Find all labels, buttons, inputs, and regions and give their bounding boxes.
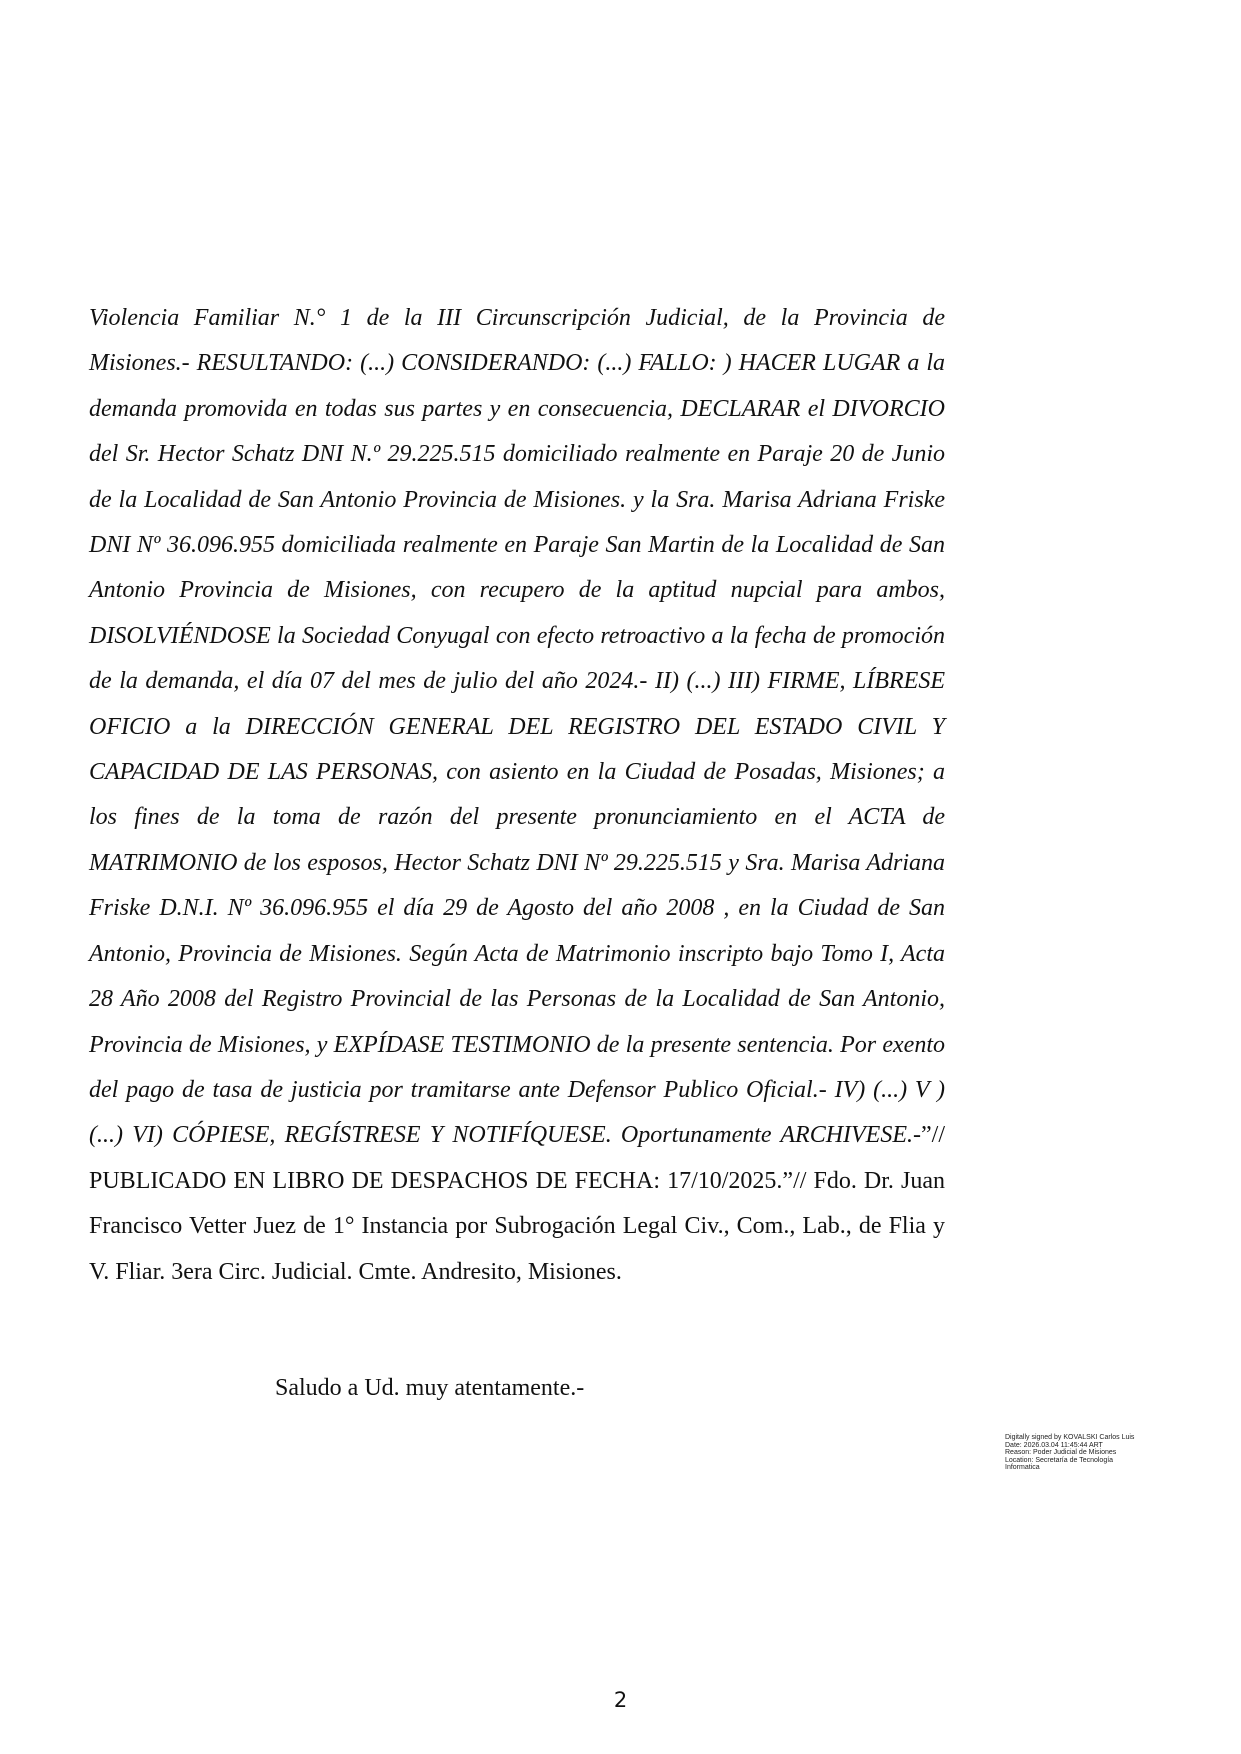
signature-reason-line: Reason: Poder Judicial de Misiones (1005, 1449, 1117, 1457)
digital-signature-stamp (1005, 1434, 1180, 1472)
page-number: 2 (613, 1688, 628, 1712)
publication-and-signatory-text: ”// PUBLICADO EN LIBRO DE DESPACHOS DE FECHA: 17/10/2025.”// Fdo. Dr. Juan Francisco Vetter Juez de 1° Instancia por Subrogación Legal Civ., Com., Lab., de Flia y V. Fliar. 3era Circ. Judicial. Cmte. Andresito, Misiones. (89, 1122, 945, 1285)
signature-location-line-cont: Informatica (1005, 1464, 1040, 1472)
closing-salutation: Saludo a Ud. muy atentamente.- (275, 1375, 585, 1401)
signature-signer-line: Digitally signed by KOVALSKI Carlos Luis (1005, 1434, 1135, 1441)
signature-location-line: Location: Secretaría de Tecnología (1005, 1456, 1114, 1464)
document-body-paragraph (89, 296, 945, 1295)
sentence-quote-text: Violencia Familiar N.° 1 de la III Circunscripción Judicial, de la Provincia de Misiones.- RESULTANDO: (...) CONSIDERANDO: (...) FALLO: ) HACER LUGAR a la demanda promovida en todas sus partes y en consecuencia, DECLARAR el DIVORCIO del Sr. Hector Schatz DNI N.º 29.225.515 domiciliado realmente en Paraje 20 de Junio de la Localidad de San Antonio Provincia de Misiones. y la Sra. Marisa Adriana Friske DNI Nº 36.096.955 domiciliada realmente en Paraje San Martin de la Localidad de San Antonio Provincia de Misiones, con recupero de la aptitud nupcial para ambos, DISOLVIÉNDOSE la Sociedad Conyugal con efecto retroactivo a la fecha de promoción de la demanda, el día 07 del mes de julio del año 2024.- II) (...) III) FIRME, LÍBRESE OFICIO a la DIRECCIÓN GENERAL DEL REGISTRO DEL ESTADO CIVIL Y CAPACIDAD DE LAS PERSONAS, con asiento en la Ciudad de Posadas, Misiones; a los fines de la toma de razón del presente pronunciamiento en el ACTA de MATRIMONIO de los esposos, Hector Schatz DNI Nº 29.225.515 y Sra. Marisa Adriana Friske D.N.I. Nº 36.096.955 el día 29 de Agosto del año 2008 , en la Ciudad de San Antonio, Provincia de Misiones. Según Acta de Matrimonio inscripto bajo Tomo I, Acta 28 Año 2008 del Registro Provincial de las Personas de la Localidad de San Antonio, Provincia de Misiones, y EXPÍDASE TESTIMONIO de la presente sentencia. Por exento del pago de tasa de justicia por tramitarse ante Defensor Publico Oficial.- IV) (...) V ) (...) VI) CÓPIESE, REGÍSTRESE Y NOTIFÍQUESE. Oportunamente ARCHIVESE.- (89, 305, 945, 1149)
signature-date-line: Date: 2026.03.04 11:45:44 ART (1005, 1441, 1103, 1449)
